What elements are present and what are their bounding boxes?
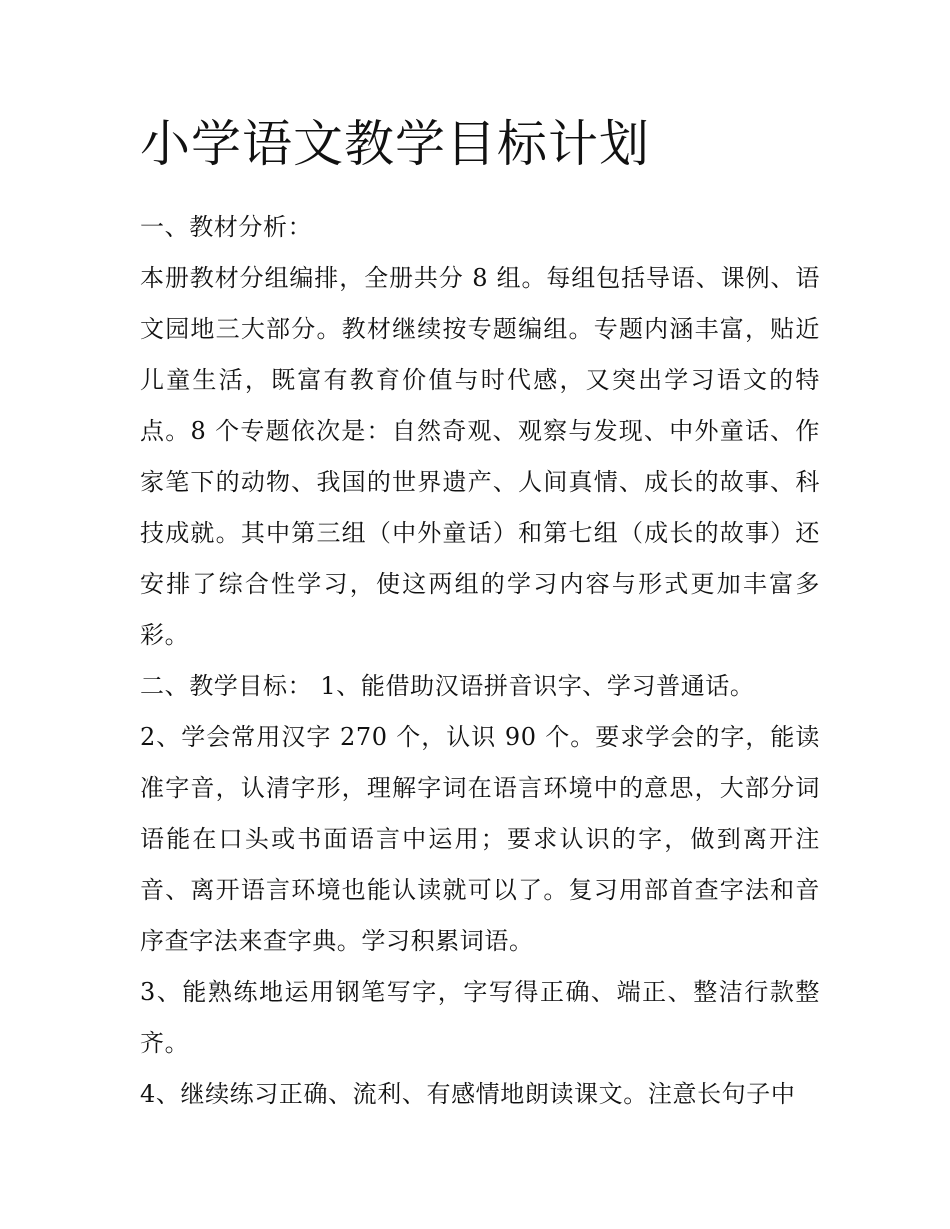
section-heading-teaching-goals: 二、教学目标： 1、能借助汉语拼音识字、学习普通话。 xyxy=(140,672,755,700)
paragraph-goal-2: 2、学会常用汉字 270 个，认识 90 个。要求学会的字，能读准字音，认清字形，理解字词在语言环境中的意思，大部分词语能在口头或书面语言中运用；要求认识的字，做到离开注音、离开语言环境也能认读就可以了。复习用部首查字法和音序查字法来查字典。学习积累词语。 xyxy=(140,723,820,955)
section-heading-textbook-analysis: 一、教材分析： xyxy=(140,213,313,241)
document-page xyxy=(140,108,820,1120)
paragraph-goal-4: 4、继续练习正确、流利、有感情地朗读课文。注意长句子中 xyxy=(140,1080,796,1108)
paragraph-goal-3: 3、能熟练地运用钢笔写字，字写得正确、端正、整洁行款整齐。 xyxy=(140,978,820,1057)
document-title: 小学语文教学目标计划 xyxy=(140,115,650,173)
paragraph-textbook-analysis: 本册教材分组编排，全册共分 8 组。每组包括导语、课例、语文园地三大部分。教材继续按专题编组。专题内涵丰富，贴近儿童生活，既富有教育价值与时代感，又突出学习语文的特点。8 个专题依次是：自然奇观、观察与发现、中外童话、作家笔下的动物、我国的世界遗产、人间真情、成长的故事、科技成就。其中第三组（中外童话）和第七组（成长的故事）还安排了综合性学习，使这两组的学习内容与形式更加丰富多彩。 xyxy=(140,264,820,649)
